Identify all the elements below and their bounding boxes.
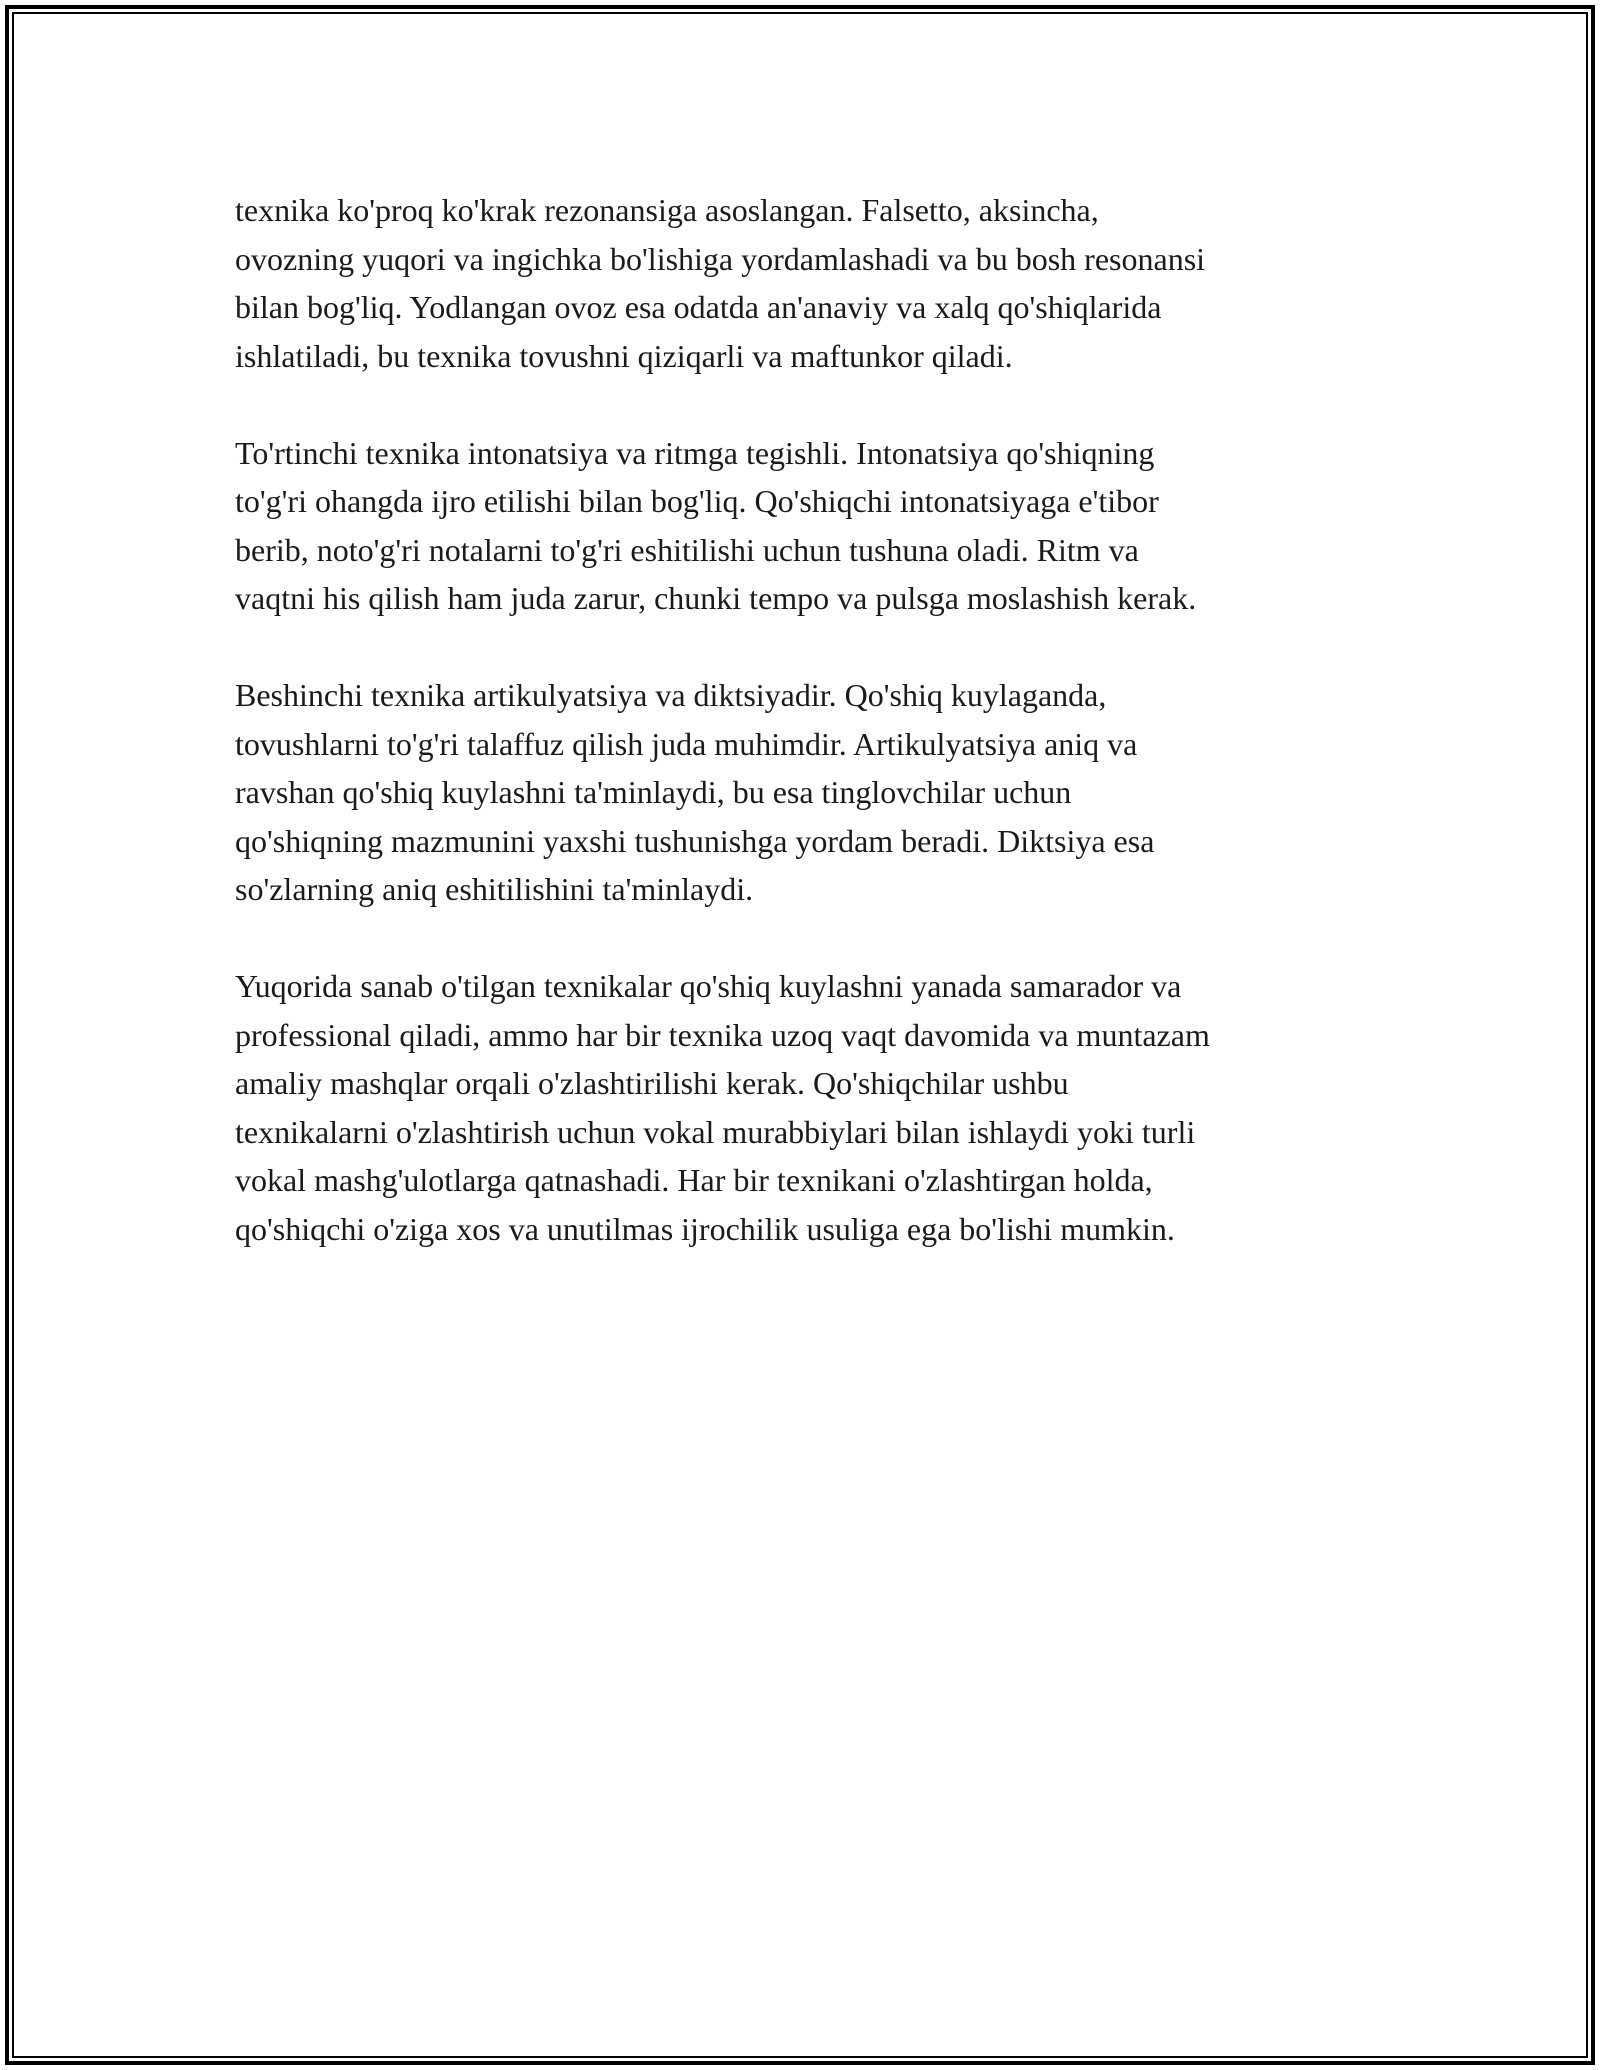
- text-line: amaliy mashqlar orqali o'zlashtirilishi kerak. Qo'shiqchilar ushbu: [235, 1065, 1069, 1101]
- text-line: To'rtinchi texnika intonatsiya va ritmga tegishli. Intonatsiya qo'shiqning: [235, 434, 1155, 471]
- text-line: so'zlarning aniq eshitilishini ta'minlaydi.: [235, 871, 754, 907]
- text-line: ishlatiladi, bu texnika tovushni qiziqarli va maftunkor qiladi.: [235, 337, 1013, 374]
- text-line: qo'shiqning mazmunini yaxshi tushunishga yordam beradi. Diktsiya esa: [235, 822, 1155, 859]
- text-line: Beshinchi texnika artikulyatsiya va diktsiyadir. Qo'shiq kuylaganda,: [235, 677, 1107, 713]
- text-line: texnikalarni o'zlashtirish uchun vokal murabbiylari bilan ishlaydi yoki turli: [235, 1113, 1196, 1150]
- text-line: tovushlarni to'g'ri talaffuz qilish juda muhimdir. Artikulyatsiya aniq va: [235, 725, 1138, 762]
- text-line: to'g'ri ohangda ijro etilishi bilan bog'liq. Qo'shiqchi intonatsiyaga e'tibor: [235, 483, 1159, 519]
- text-line: vaqtni his qilish ham juda zarur, chunki tempo va pulsga moslashish kerak.: [235, 580, 1197, 616]
- paragraph-4: [235, 962, 1370, 1253]
- text-line: qo'shiqchi o'ziga xos va unutilmas ijrochilik usuliga ega bo'lishi mumkin.: [235, 1210, 1175, 1247]
- text-line: vokal mashg'ulotlarga qatnashadi. Har bir texnikani o'zlashtirgan holda,: [235, 1162, 1153, 1198]
- text-line: ravshan qo'shiq kuylashni ta'minlaydi, bu esa tinglovchilar uchun: [235, 774, 1072, 810]
- paragraph-2: [235, 429, 1370, 623]
- paragraph-1: [235, 186, 1370, 380]
- document-body: [235, 186, 1370, 1253]
- text-line: bilan bog'liq. Yodlangan ovoz esa odatda an'anaviy va xalq qo'shiqlarida: [235, 289, 1162, 325]
- text-line: professional qiladi, ammo har bir texnika uzoq vaqt davomida va muntazam: [235, 1016, 1210, 1053]
- text-line: Yuqorida sanab o'tilgan texnikalar qo'shiq kuylashni yanada samarador va: [235, 968, 1182, 1004]
- text-line: texnika ko'proq ko'krak rezonansiga asoslangan. Falsetto, aksincha,: [235, 192, 1099, 228]
- paragraph-3: [235, 671, 1370, 914]
- text-line: berib, noto'g'ri notalarni to'g'ri eshitilishi uchun tushuna oladi. Ritm va: [235, 531, 1139, 568]
- text-line: ovozning yuqori va ingichka bo'lishiga yordamlashadi va bu bosh resonansi: [235, 240, 1206, 277]
